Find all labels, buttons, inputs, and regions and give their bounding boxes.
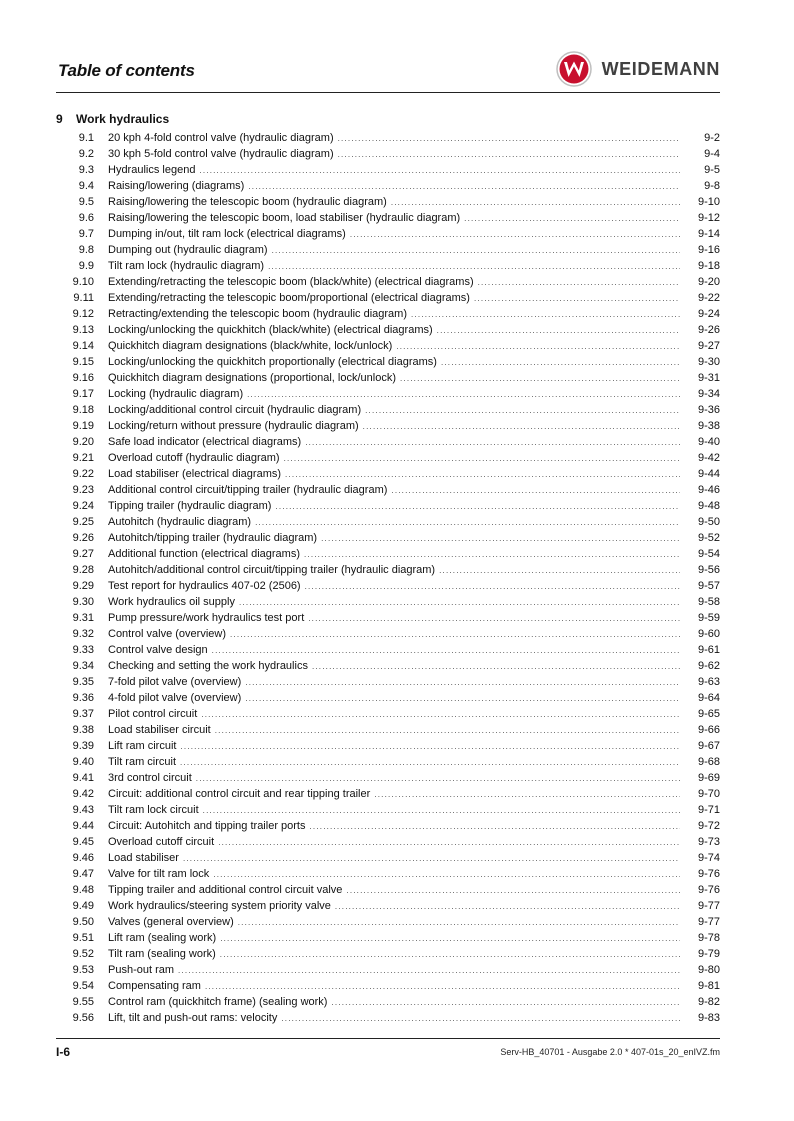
toc-entry[interactable] (56, 514, 720, 530)
toc-entry-title: Compensating ram (108, 980, 201, 992)
toc-entry-page: 9-30 (697, 356, 720, 368)
toc-entry[interactable] (56, 338, 720, 354)
toc-entry-title: Tilt ram lock circuit (108, 804, 199, 816)
toc-entry[interactable] (56, 194, 720, 210)
toc-dot-leader (178, 963, 680, 979)
toc-entry[interactable] (56, 242, 720, 258)
toc-entry-page: 9-38 (697, 420, 720, 432)
toc-dot-leader (285, 467, 680, 483)
toc-entry-number: 9.46 (72, 852, 94, 864)
toc-entry-page: 9-16 (697, 244, 720, 256)
section-number: 9 (56, 112, 63, 126)
toc-entry-title: 30 kph 5-fold control valve (hydraulic diagram) (108, 148, 334, 160)
page-header (56, 48, 720, 93)
toc-entry-number: 9.20 (72, 436, 94, 448)
toc-entry[interactable] (56, 130, 720, 146)
toc-entry-number: 9.27 (72, 548, 94, 560)
toc-entry-number: 9.37 (72, 708, 94, 720)
toc-dot-leader (239, 595, 680, 611)
toc-entry-page: 9-78 (697, 932, 720, 944)
toc-entry-number: 9.13 (72, 324, 94, 336)
toc-dot-leader (180, 755, 680, 771)
toc-entry-title: Retracting/extending the telescopic boom (hydraulic diagram) (108, 308, 407, 320)
toc-entry[interactable] (56, 322, 720, 338)
toc-entry-number: 9.44 (72, 820, 94, 832)
toc-entry-page: 9-77 (697, 900, 720, 912)
toc-entry-title: Additional control circuit/tipping trailer (hydraulic diagram) (108, 484, 388, 496)
toc-entry-title: Autohitch/tipping trailer (hydraulic diagram) (108, 532, 318, 544)
toc-dot-leader (213, 867, 680, 883)
toc-entry-title: Tilt ram lock (hydraulic diagram) (108, 260, 265, 272)
toc-entry[interactable] (56, 402, 720, 418)
toc-entry-page: 9-66 (697, 724, 720, 736)
toc-entry-page: 9-68 (697, 756, 720, 768)
toc-entry-title: Lift ram (sealing work) (108, 932, 217, 944)
toc-dot-leader (396, 339, 680, 355)
toc-entry-number: 9.8 (78, 244, 94, 256)
toc-dot-leader (338, 147, 680, 163)
toc-dot-leader (201, 707, 680, 723)
toc-entry-number: 9.29 (72, 580, 94, 592)
toc-entry[interactable] (56, 434, 720, 450)
toc-dot-leader (335, 899, 680, 915)
toc-entry-number: 9.47 (72, 868, 94, 880)
toc-entry-number: 9.38 (72, 724, 94, 736)
footer-page-number: I-6 (56, 1045, 71, 1059)
toc-dot-leader (437, 323, 680, 339)
toc-entry-number: 9.53 (72, 964, 94, 976)
toc-entry-title: Overload cutoff circuit (108, 836, 215, 848)
toc-entry[interactable] (56, 450, 720, 466)
toc-entry-title: Circuit: Autohitch and tipping trailer ports (108, 820, 306, 832)
toc-entry-number: 9.9 (78, 260, 94, 272)
toc-entry-page: 9-52 (697, 532, 720, 544)
toc-dot-leader (338, 131, 680, 147)
toc-entry-title: 7-fold pilot valve (overview) (108, 676, 242, 688)
toc-dot-leader (205, 979, 680, 995)
toc-dot-leader (268, 259, 680, 275)
toc-entry-page: 9-62 (697, 660, 720, 672)
toc-entry-number: 9.30 (72, 596, 94, 608)
toc-entry-title: Dumping out (hydraulic diagram) (108, 244, 268, 256)
toc-entry-number: 9.19 (72, 420, 94, 432)
toc-entry-title: Extending/retracting the telescopic boom/proportional (electrical diagrams) (108, 292, 470, 304)
toc-entry-page: 9-57 (697, 580, 720, 592)
toc-entry[interactable] (56, 642, 720, 658)
toc-entry-page: 9-63 (697, 676, 720, 688)
toc-entry[interactable] (56, 994, 720, 1010)
toc-dot-leader (308, 611, 680, 627)
toc-entry-page: 9-83 (697, 1012, 720, 1024)
section-title: Work hydraulics (76, 112, 170, 126)
page-footer (56, 1038, 720, 1063)
toc-entry-number: 9.14 (72, 340, 94, 352)
toc-entry-number: 9.56 (72, 1012, 94, 1024)
toc-entry[interactable] (56, 562, 720, 578)
toc-entry-title: Tipping trailer and additional control circuit valve (108, 884, 343, 896)
toc-entry[interactable] (56, 866, 720, 882)
toc-entry[interactable] (56, 386, 720, 402)
toc-entry[interactable] (56, 754, 720, 770)
toc-entry[interactable] (56, 258, 720, 274)
toc-entry[interactable] (56, 418, 720, 434)
toc-entry[interactable] (56, 978, 720, 994)
toc-entry-title: Tipping trailer (hydraulic diagram) (108, 500, 272, 512)
toc-entry-page: 9-2 (704, 132, 720, 144)
toc-entry-page: 9-67 (697, 740, 720, 752)
toc-section (56, 110, 720, 1026)
toc-entry-number: 9.16 (72, 372, 94, 384)
toc-entry-page: 9-58 (697, 596, 720, 608)
toc-entry-title: Locking (hydraulic diagram) (108, 388, 244, 400)
toc-entry-number: 9.11 (73, 292, 94, 304)
toc-entry-number: 9.32 (72, 628, 94, 640)
toc-dot-leader (305, 579, 680, 595)
toc-entry-number: 9.43 (72, 804, 94, 816)
toc-dot-leader (304, 547, 680, 563)
toc-entry-page: 9-70 (697, 788, 720, 800)
toc-dot-leader (312, 659, 680, 675)
toc-dot-leader (238, 915, 680, 931)
toc-entry[interactable] (56, 930, 720, 946)
toc-entry-page: 9-24 (697, 308, 720, 320)
toc-entry-page: 9-74 (697, 852, 720, 864)
toc-entry-number: 9.34 (72, 660, 94, 672)
toc-entry-title: Extending/retracting the telescopic boom (black/white) (electrical diagrams) (108, 276, 474, 288)
toc-entry-page: 9-80 (697, 964, 720, 976)
toc-dot-leader (275, 499, 680, 515)
toc-entry-number: 9.12 (72, 308, 94, 320)
toc-entry[interactable] (56, 306, 720, 322)
toc-dot-leader (220, 931, 680, 947)
toc-dot-leader (247, 387, 680, 403)
toc-entry-page: 9-12 (697, 212, 720, 224)
brand-name: WEIDEMANN (601, 58, 720, 79)
toc-dot-leader (199, 163, 680, 179)
toc-entry[interactable] (56, 498, 720, 514)
toc-entry-title: Raising/lowering the telescopic boom, load stabiliser (hydraulic diagram) (108, 212, 461, 224)
toc-entry-page: 9-31 (697, 372, 720, 384)
brand-logo (556, 51, 720, 87)
toc-dot-leader (346, 883, 680, 899)
toc-entry-page: 9-65 (697, 708, 720, 720)
toc-entry[interactable] (56, 226, 720, 242)
toc-entry-page: 9-77 (697, 916, 720, 928)
toc-dot-leader (464, 211, 680, 227)
toc-entry-number: 9.17 (72, 388, 94, 400)
toc-entry-title: Tilt ram circuit (108, 756, 177, 768)
toc-entry[interactable] (56, 1010, 720, 1026)
toc-entry-number: 9.36 (72, 692, 94, 704)
toc-entry-number: 9.50 (72, 916, 94, 928)
toc-entry-title: Dumping in/out, tilt ram lock (electrical diagrams) (108, 228, 346, 240)
toc-dot-leader (203, 803, 680, 819)
toc-entry-page: 9-76 (697, 868, 720, 880)
toc-entry-title: Pilot control circuit (108, 708, 198, 720)
toc-entry[interactable] (56, 594, 720, 610)
toc-entry-page: 9-54 (697, 548, 720, 560)
toc-entry-page: 9-56 (697, 564, 720, 576)
toc-entry[interactable] (56, 690, 720, 706)
toc-dot-leader (212, 643, 680, 659)
toc-entry-number: 9.22 (72, 468, 94, 480)
toc-entry-number: 9.4 (78, 180, 94, 192)
weidemann-logo-icon (556, 51, 592, 87)
toc-entry-title: Push-out ram (108, 964, 175, 976)
toc-entry[interactable] (56, 818, 720, 834)
toc-dot-leader (374, 787, 680, 803)
toc-entry-title: Load stabiliser (108, 852, 179, 864)
toc-entry[interactable] (56, 578, 720, 594)
toc-entry-title: Safe load indicator (electrical diagrams) (108, 436, 302, 448)
toc-entry[interactable] (56, 658, 720, 674)
toc-entry-page: 9-46 (697, 484, 720, 496)
toc-dot-leader (180, 739, 680, 755)
toc-entry-title: Quickhitch diagram designations (proportional, lock/unlock) (108, 372, 396, 384)
toc-entry-page: 9-36 (697, 404, 720, 416)
toc-entry-number: 9.21 (72, 452, 94, 464)
toc-entry-page: 9-26 (697, 324, 720, 336)
toc-dot-leader (439, 563, 680, 579)
toc-dot-leader (331, 995, 680, 1011)
toc-entry-number: 9.48 (72, 884, 94, 896)
toc-entry-page: 9-60 (697, 628, 720, 640)
toc-entry-page: 9-20 (697, 276, 720, 288)
toc-entry-title: Control valve design (108, 644, 208, 656)
toc-entry-page: 9-34 (697, 388, 720, 400)
toc-entry-number: 9.55 (72, 996, 94, 1008)
toc-dot-leader (215, 723, 680, 739)
toc-entry-title: Additional function (electrical diagrams) (108, 548, 300, 560)
toc-dot-leader (230, 627, 680, 643)
toc-entry-title: Quickhitch diagram designations (black/white, lock/unlock) (108, 340, 393, 352)
toc-entry-page: 9-48 (697, 500, 720, 512)
toc-entry-number: 9.35 (72, 676, 94, 688)
toc-dot-leader (391, 483, 680, 499)
toc-entry-title: Valves (general overview) (108, 916, 234, 928)
toc-dot-leader (391, 195, 680, 211)
toc-entry-title: Valve for tilt ram lock (108, 868, 210, 880)
toc-dot-leader (474, 291, 680, 307)
toc-entry-number: 9.10 (72, 276, 94, 288)
toc-dot-leader (310, 819, 681, 835)
toc-entry-page: 9-10 (697, 196, 720, 208)
toc-dot-leader (248, 179, 680, 195)
toc-dot-leader (218, 835, 680, 851)
toc-entry-number: 9.23 (72, 484, 94, 496)
toc-entry-number: 9.39 (72, 740, 94, 752)
toc-entry-page: 9-27 (697, 340, 720, 352)
toc-entry-number: 9.24 (72, 500, 94, 512)
toc-dot-leader (281, 1011, 680, 1027)
toc-entry-number: 9.49 (72, 900, 94, 912)
toc-entry-title: Work hydraulics/steering system priority valve (108, 900, 331, 912)
toc-entry[interactable] (56, 946, 720, 962)
toc-entry-page: 9-73 (697, 836, 720, 848)
toc-entry-number: 9.5 (78, 196, 94, 208)
toc-entry[interactable] (56, 610, 720, 626)
toc-entry-title: Hydraulics legend (108, 164, 196, 176)
toc-entry[interactable] (56, 722, 720, 738)
toc-dot-leader (350, 227, 680, 243)
toc-entry[interactable] (56, 674, 720, 690)
toc-entry-page: 9-72 (697, 820, 720, 832)
toc-entry-title: Control ram (quickhitch frame) (sealing work) (108, 996, 328, 1008)
toc-entry-number: 9.51 (72, 932, 94, 944)
toc-entry-title: 20 kph 4-fold control valve (hydraulic diagram) (108, 132, 334, 144)
toc-entry-page: 9-40 (697, 436, 720, 448)
toc-entry[interactable] (56, 466, 720, 482)
toc-entry[interactable] (56, 178, 720, 194)
toc-entry-page: 9-22 (697, 292, 720, 304)
page-title: Table of contents (58, 61, 195, 80)
toc-entry-page: 9-82 (697, 996, 720, 1008)
toc-entry-number: 9.15 (72, 356, 94, 368)
toc-entry-number: 9.52 (72, 948, 94, 960)
toc-entry-page: 9-18 (697, 260, 720, 272)
toc-entry-number: 9.7 (78, 228, 94, 240)
toc-entry-title: 3rd control circuit (108, 772, 192, 784)
toc-entry-title: Raising/lowering (diagrams) (108, 180, 245, 192)
toc-entry-number: 9.26 (72, 532, 94, 544)
toc-entry-title: Checking and setting the work hydraulics (108, 660, 308, 672)
toc-dot-leader (284, 451, 680, 467)
toc-entry-title: Pump pressure/work hydraulics test port (108, 612, 305, 624)
footer-document-reference: Serv-HB_40701 - Ausgabe 2.0 * 407-01s_20_enIVZ.fm (500, 1047, 720, 1057)
toc-entry[interactable] (56, 834, 720, 850)
toc-entry-page: 9-59 (697, 612, 720, 624)
toc-dot-leader (255, 515, 680, 531)
toc-entry-page: 9-42 (697, 452, 720, 464)
toc-entry-page: 9-44 (697, 468, 720, 480)
toc-dot-leader (321, 531, 680, 547)
toc-entry[interactable] (56, 850, 720, 866)
toc-entry[interactable] (56, 162, 720, 178)
toc-entry[interactable] (56, 274, 720, 290)
toc-entry[interactable] (56, 146, 720, 162)
toc-entry-title: Load stabiliser (electrical diagrams) (108, 468, 282, 480)
toc-entry-number: 9.40 (72, 756, 94, 768)
toc-entry-title: Lift, tilt and push-out rams: velocity (108, 1012, 278, 1024)
toc-entry[interactable] (56, 802, 720, 818)
toc-entry-number: 9.41 (72, 772, 94, 784)
toc-entry-title: Raising/lowering the telescopic boom (hydraulic diagram) (108, 196, 387, 208)
toc-entry-title: Lift ram circuit (108, 740, 177, 752)
toc-entry-page: 9-61 (697, 644, 720, 656)
toc-entry[interactable] (56, 898, 720, 914)
toc-entry[interactable] (56, 354, 720, 370)
toc-entry[interactable] (56, 962, 720, 978)
toc-entry-number: 9.33 (72, 644, 94, 656)
toc-dot-leader (220, 947, 680, 963)
toc-entry-number: 9.3 (78, 164, 94, 176)
toc-entry-page: 9-50 (697, 516, 720, 528)
toc-entry-title: Circuit: additional control circuit and rear tipping trailer (108, 788, 371, 800)
toc-entry-page: 9-8 (704, 180, 720, 192)
toc-entry[interactable] (56, 210, 720, 226)
toc-entry[interactable] (56, 882, 720, 898)
toc-entry-page: 9-71 (697, 804, 720, 816)
toc-dot-leader (363, 419, 680, 435)
toc-entry-page: 9-64 (697, 692, 720, 704)
toc-entry-number: 9.42 (72, 788, 94, 800)
toc-dot-leader (305, 435, 680, 451)
toc-entry-number: 9.18 (72, 404, 94, 416)
toc-entry[interactable] (56, 482, 720, 498)
toc-entry[interactable] (56, 738, 720, 754)
toc-entry[interactable] (56, 290, 720, 306)
toc-entry[interactable] (56, 530, 720, 546)
toc-entry-number: 9.25 (72, 516, 94, 528)
toc-entry-title: Locking/unlocking the quickhitch (black/white) (electrical diagrams) (108, 324, 433, 336)
toc-entry-page: 9-5 (704, 164, 720, 176)
section-heading (56, 110, 720, 128)
toc-dot-leader (411, 307, 680, 323)
toc-dot-leader (272, 243, 680, 259)
toc-entry[interactable] (56, 546, 720, 562)
toc-entry-title: Load stabiliser circuit (108, 724, 211, 736)
toc-entry[interactable] (56, 914, 720, 930)
toc-entry-page: 9-81 (697, 980, 720, 992)
toc-entry-title: Overload cutoff (hydraulic diagram) (108, 452, 280, 464)
toc-dot-leader (245, 691, 680, 707)
toc-entry-title: 4-fold pilot valve (overview) (108, 692, 242, 704)
toc-entry-page: 9-76 (697, 884, 720, 896)
toc-entry-title: Autohitch/additional control circuit/tipping trailer (hydraulic diagram) (108, 564, 436, 576)
toc-entry[interactable] (56, 706, 720, 722)
toc-entry[interactable] (56, 770, 720, 786)
toc-entry-title: Tilt ram (sealing work) (108, 948, 216, 960)
toc-entry[interactable] (56, 370, 720, 386)
toc-dot-leader (245, 675, 680, 691)
toc-entry-title: Control valve (overview) (108, 628, 226, 640)
toc-entry[interactable] (56, 786, 720, 802)
toc-entry-number: 9.6 (78, 212, 94, 224)
toc-entry-number: 9.2 (78, 148, 94, 160)
toc-entry-title: Locking/additional control circuit (hydraulic diagram) (108, 404, 362, 416)
toc-entry[interactable] (56, 626, 720, 642)
toc-entry-number: 9.31 (72, 612, 94, 624)
toc-entry-title: Locking/unlocking the quickhitch proportionally (electrical diagrams) (108, 356, 437, 368)
toc-dot-leader (400, 371, 680, 387)
toc-list (56, 130, 720, 1026)
toc-entry-page: 9-14 (697, 228, 720, 240)
toc-entry-page: 9-4 (704, 148, 720, 160)
toc-entry-number: 9.28 (72, 564, 94, 576)
toc-entry-title: Work hydraulics oil supply (108, 596, 235, 608)
toc-dot-leader (196, 771, 680, 787)
toc-dot-leader (478, 275, 680, 291)
toc-entry-number: 9.1 (78, 132, 94, 144)
toc-entry-title: Test report for hydraulics 407-02 (2506) (108, 580, 301, 592)
toc-dot-leader (183, 851, 680, 867)
toc-entry-number: 9.45 (72, 836, 94, 848)
toc-entry-page: 9-79 (697, 948, 720, 960)
toc-dot-leader (365, 403, 680, 419)
toc-entry-title: Autohitch (hydraulic diagram) (108, 516, 252, 528)
toc-entry-number: 9.54 (72, 980, 94, 992)
toc-entry-title: Locking/return without pressure (hydraulic diagram) (108, 420, 359, 432)
toc-entry-page: 9-69 (697, 772, 720, 784)
toc-dot-leader (441, 355, 680, 371)
